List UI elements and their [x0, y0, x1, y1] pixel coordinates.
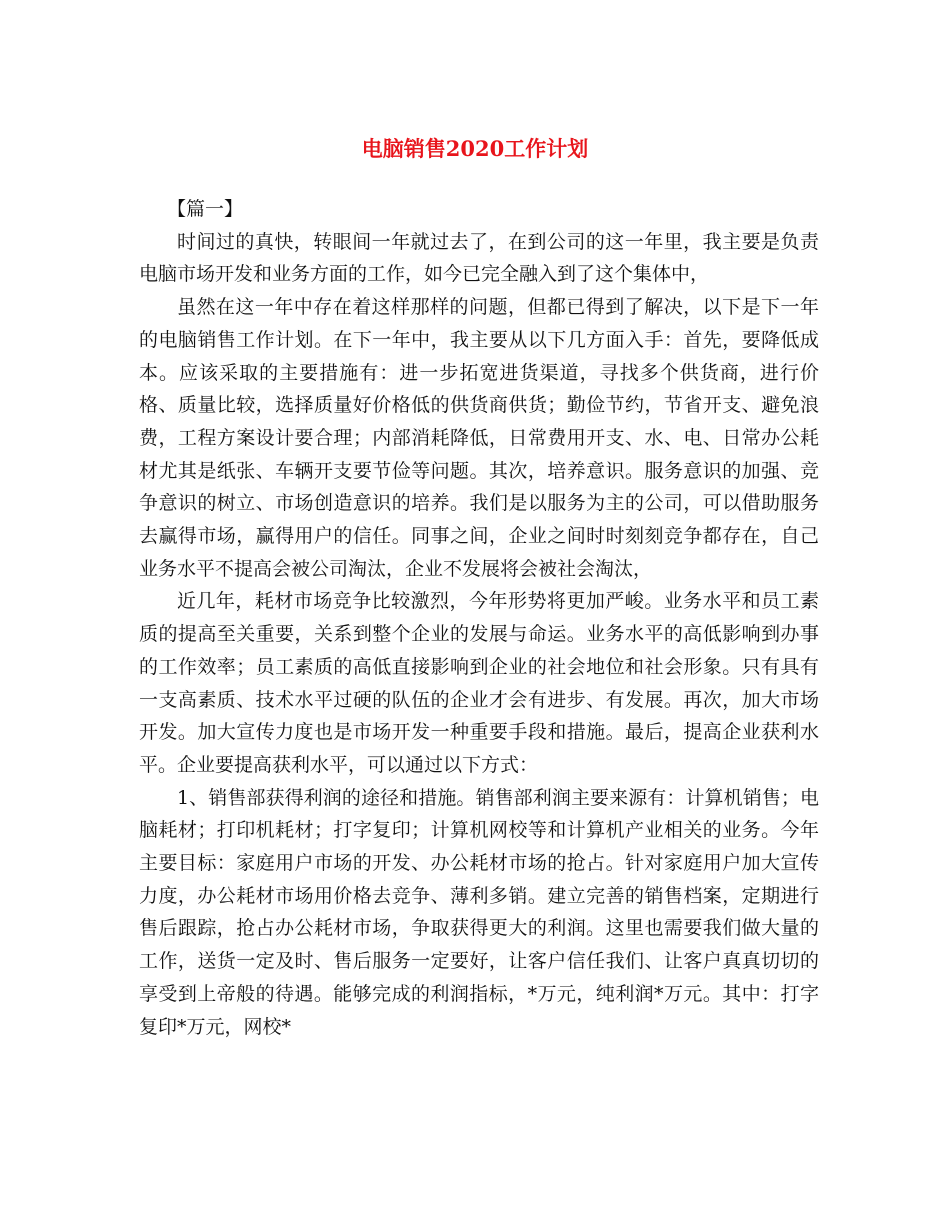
document-body	[139, 193, 819, 1043]
section-heading: 【篇一】	[167, 198, 244, 220]
paragraph-2: 虽然在这一年中存在着这样那样的问题，但都已得到了解决，以下是下一年的电脑销售工作计划。在下一年中，我主要从以下几方面入手：首先，要降低成本。应该采取的主要措施有：进一步拓宽进货渠道，寻找多个供货商，进行价格、质量比较，选择质量好价格低的供货商供货；勤俭节约，节省开支、避免浪费，工程方案设计要合理；内部消耗降低，日常费用开支、水、电、日常办公耗材尤其是纸张、车辆开支要节俭等问题。其次，培养意识。服务意识的加强、竞争意识的树立、市场创造意识的培养。我们是以服务为主的公司，可以借助服务去赢得市场，赢得用户的信任。同事之间，企业之间时时刻刻竞争都存在，自己业务水平不提高会被公司淘汰，企业不发展将会被社会淘汰，	[139, 296, 819, 580]
paragraph-1: 时间过的真快，转眼间一年就过去了，在到公司的这一年里，我主要是负责电脑市场开发和业务方面的工作，如今已完全融入到了这个集体中，	[139, 230, 819, 286]
page-title: 电脑销售2020工作计划	[361, 136, 589, 162]
paragraph-3: 近几年，耗材市场竞争比较激烈，今年形势将更加严峻。业务水平和员工素质的提高至关重要，关系到整个企业的发展与命运。业务水平的高低影响到办事的工作效率；员工素质的高低直接影响到企业的社会地位和社会形象。只有具有一支高素质、技术水平过硬的队伍的企业才会有进步、有发展。再次，加大市场开发。加大宣传力度也是市场开发一种重要手段和措施。最后，提高企业获利水平。企业要提高获利水平，可以通过以下方式：	[139, 590, 819, 776]
paragraph-4: 1、销售部获得利润的途径和措施。销售部利润主要来源有：计算机销售；电脑耗材；打印机耗材；打字复印；计算机网校等和计算机产业相关的业务。今年主要目标：家庭用户市场的开发、办公耗材市场的抢占。针对家庭用户加大宣传力度，办公耗材市场用价格去竞争、薄利多销。建立完善的销售档案，定期进行售后跟踪，抢占办公耗材市场，争取获得更大的利润。这里也需要我们做大量的工作，送货一定及时、售后服务一定要好，让客户信任我们、让客户真真切切的享受到上帝般的待遇。能够完成的利润指标，*万元，纯利润*万元。其中：打字复印*万元，网校*	[139, 786, 819, 1038]
